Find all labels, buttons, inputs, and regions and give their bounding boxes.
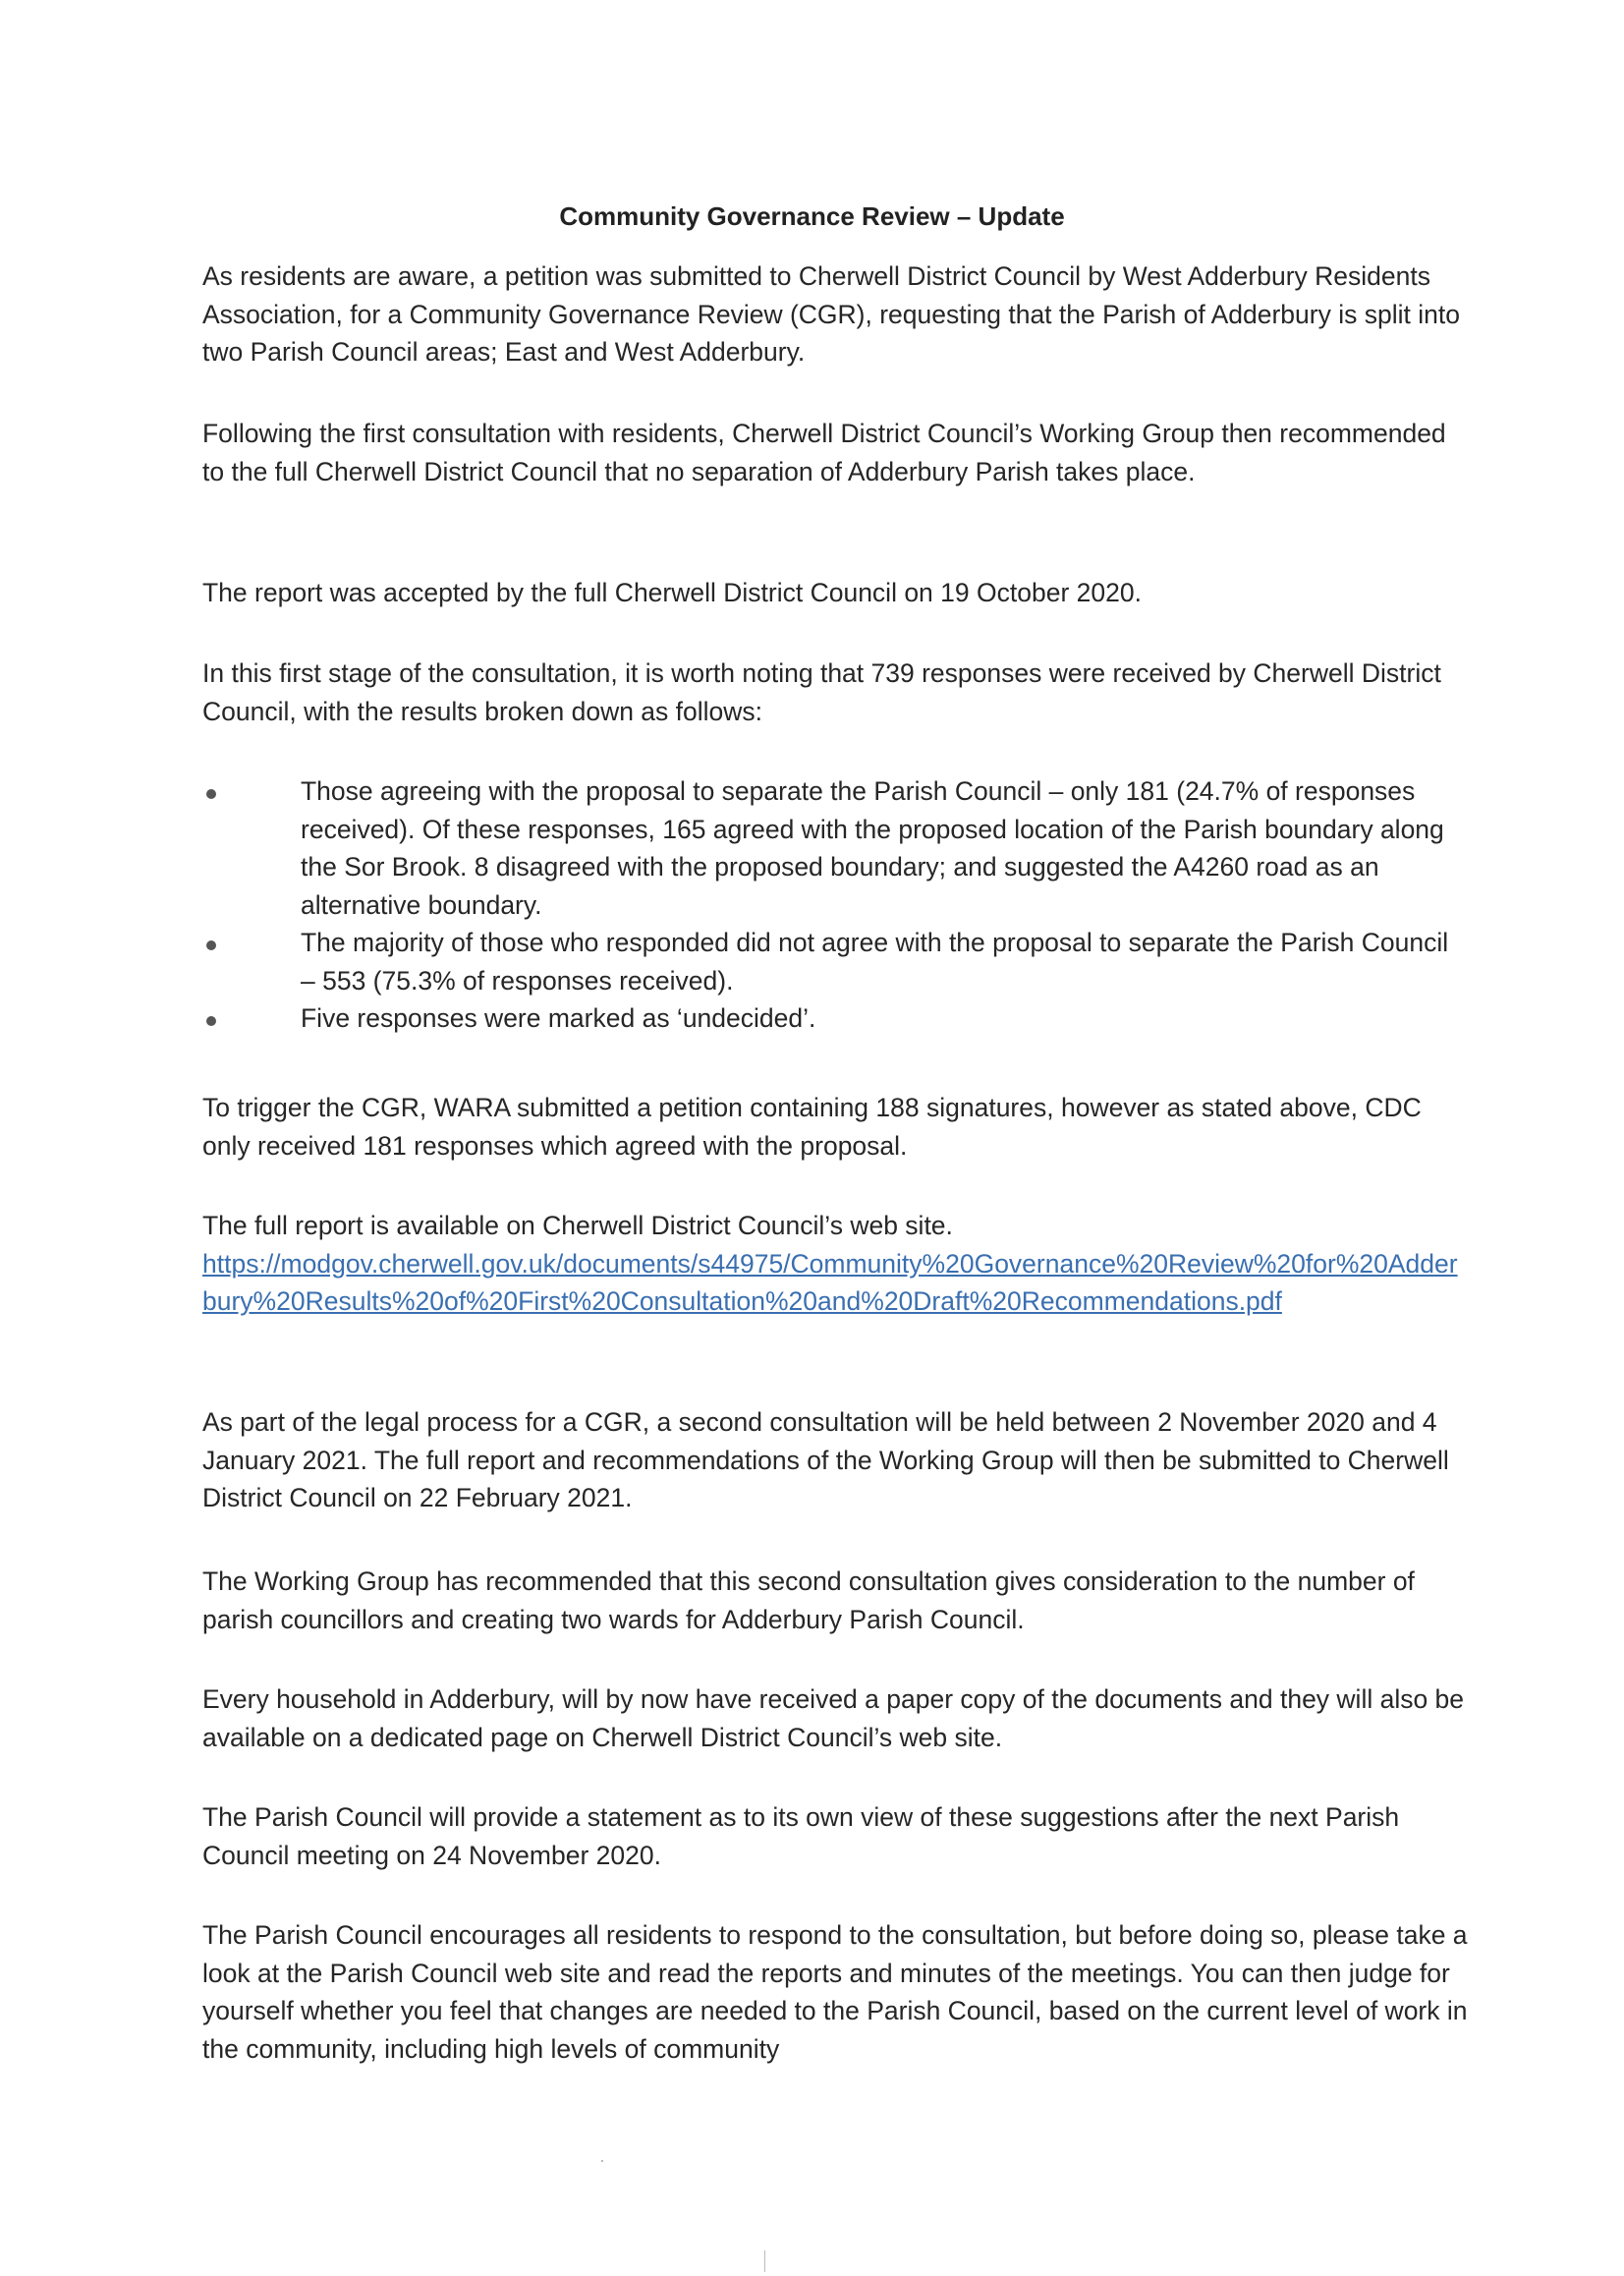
paragraph-full-report <box>202 1207 1470 1321</box>
bullet-text: Five responses were marked as ‘undecided’. <box>301 1003 816 1033</box>
bullet-text: Those agreeing with the proposal to separate the Parish Council – only 181 (24.7% of responses received). Of these responses, 165 agreed with the proposed location of the Parish boundary along the Sor Brook. 8 disagreed with the proposed boundary; and suggested the A4260 road as an alternative boundary. <box>301 776 1444 920</box>
paragraph-petition: As residents are aware, a petition was submitted to Cherwell District Council by West Adderbury Residents Association, for a Community Governance Review (CGR), requesting that the Parish of Adderbury is split into two Parish Council areas; East and West Adderbury. <box>202 261 1460 367</box>
paragraph-working-group: Following the first consultation with residents, Cherwell District Council’s Working Group then recommended to the full Cherwell District Council that no separation of Adderbury Parish takes place. <box>202 419 1446 486</box>
scan-mark <box>764 2250 765 2272</box>
results-bullet-list <box>202 772 1470 1038</box>
scan-speck <box>601 2160 603 2162</box>
paragraph-report-accepted: The report was accepted by the full Cherwell District Council on 19 October 2020. <box>202 578 1142 607</box>
full-report-link[interactable]: https://modgov.cherwell.gov.uk/documents/s44975/Community%20Governance%20Review%20for%20Adderbury%20Results%20of%20First%20Consultation%20and%20Draft%20Recommendations.pdf <box>202 1248 1458 1316</box>
bullet-icon <box>206 789 216 799</box>
paragraph-recommendation: The Working Group has recommended that this second consultation gives consideration to the number of parish councillors and creating two wards for Adderbury Parish Council. <box>202 1566 1415 1634</box>
paragraph-statement: The Parish Council will provide a statement as to its own view of these suggestions after the next Parish Council meeting on 24 November 2020. <box>202 1802 1400 1870</box>
list-item <box>202 999 1470 1038</box>
paragraph-petition-signatures: To trigger the CGR, WARA submitted a petition containing 188 signatures, however as stated above, CDC only received 181 responses which agreed with the proposal. <box>202 1093 1422 1161</box>
paragraph-responses-intro: In this first stage of the consultation, it is worth noting that 739 responses were received by Cherwell District Council, with the results broken down as follows: <box>202 658 1441 726</box>
paragraph-encourage: The Parish Council encourages all residents to respond to the consultation, but before doing so, please take a look at the Parish Council web site and read the reports and minutes of the meetings. You can then judge for yourself whether you feel that changes are needed to the Parish Council, based on the current level of work in the community, including high levels of community <box>202 1920 1468 2064</box>
bullet-icon <box>206 1016 216 1026</box>
paragraph-second-consultation: As part of the legal process for a CGR, a second consultation will be held between 2 November 2020 and 4 January 2021. The full report and recommendations of the Working Group will then be submitted to Cherwell District Council on 22 February 2021. <box>202 1407 1449 1512</box>
list-item <box>202 772 1470 924</box>
paragraph-paper-copy: Every household in Adderbury, will by now have received a paper copy of the documents and they will also be available on a dedicated page on Cherwell District Council’s web site. <box>202 1684 1465 1752</box>
list-item <box>202 924 1470 999</box>
document-title: Community Governance Review – Update <box>559 201 1065 231</box>
full-report-text: The full report is available on Cherwell District Council’s web site. <box>202 1211 953 1240</box>
bullet-text: The majority of those who responded did not agree with the proposal to separate the Parish Council – 553 (75.3% of responses received). <box>301 928 1449 996</box>
bullet-icon <box>206 940 216 950</box>
